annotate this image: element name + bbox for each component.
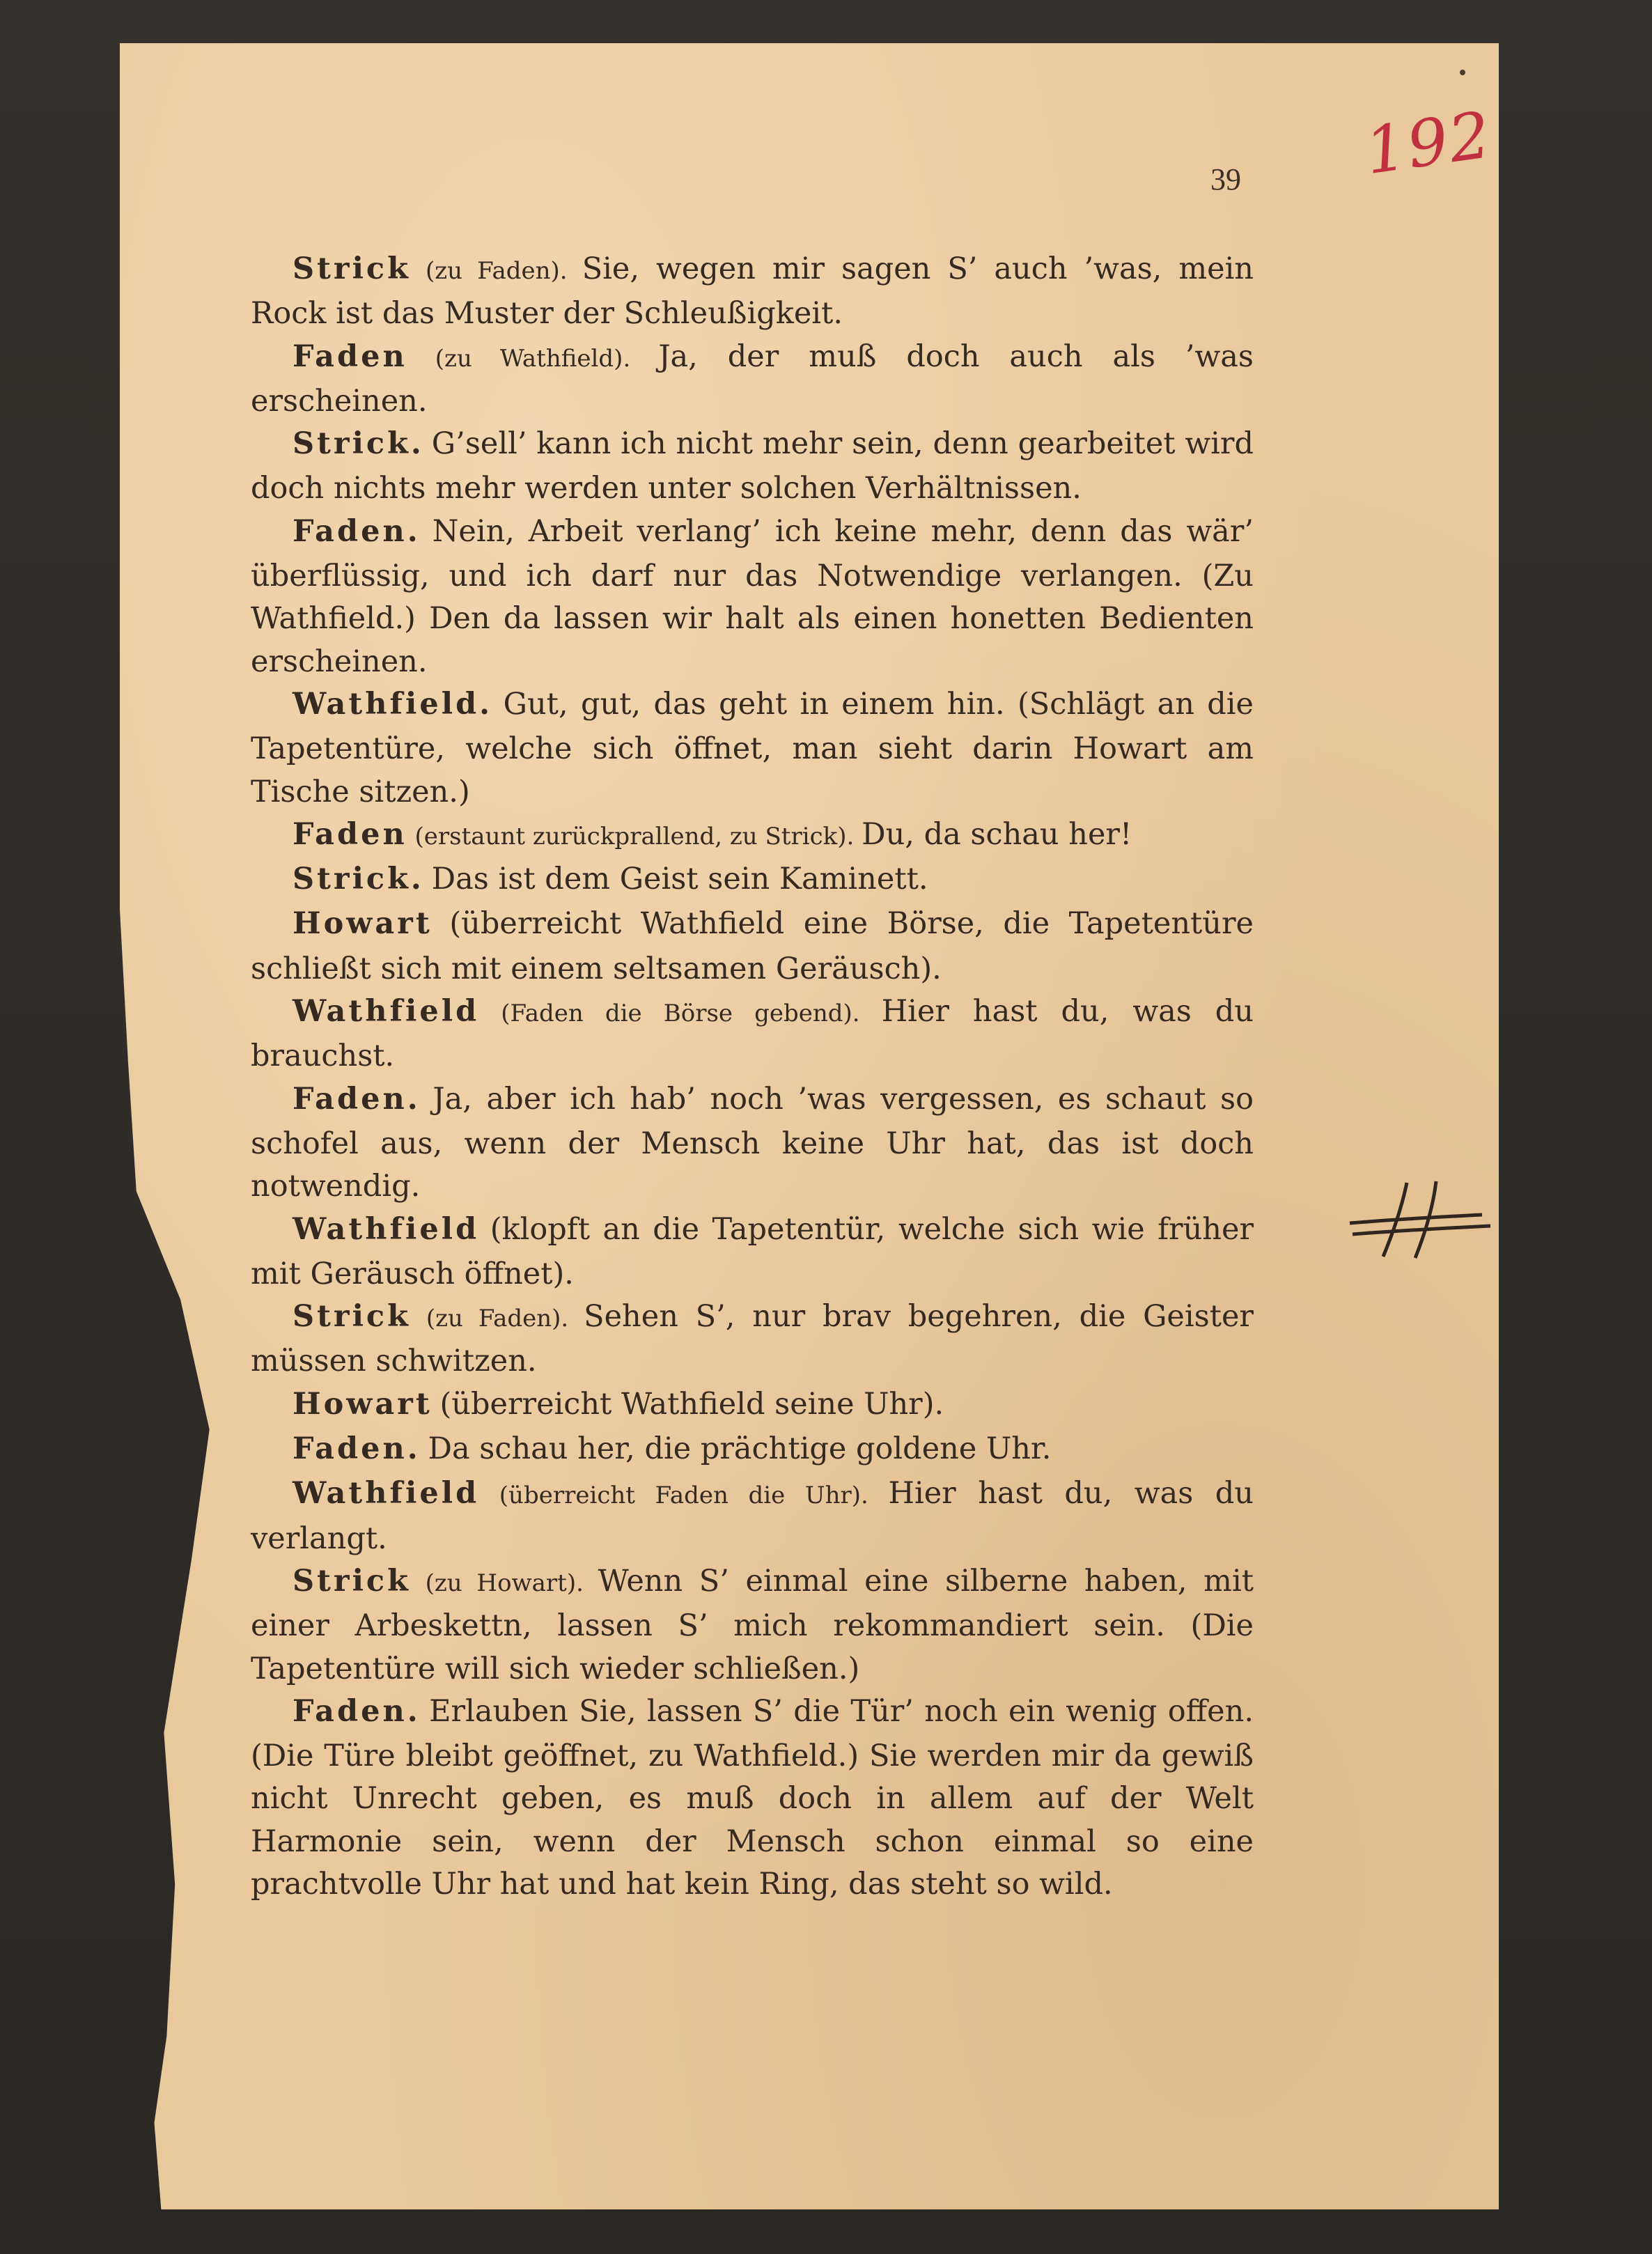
stage-direction [433, 1392, 440, 1420]
paragraph-text: Wenn S’ einmal eine silberne haben, mit einer Arbeskettn, lassen S’ mich rekommandiert sein. (Die Tapetentüre will sich wieder schließen.) [251, 1563, 1254, 1686]
speaker-name: Wathfield [293, 994, 480, 1029]
paragraph [251, 814, 1254, 858]
paragraph [251, 990, 1254, 1078]
paragraph-text: Sie, wegen mir sagen S’ auch ’was, mein Rock ist das Muster der Schleußigkeit. [251, 251, 1254, 332]
paragraph-text: Ja, aber ich hab’ noch ’was vergessen, es schaut so schofel aus, wenn der Mensch keine Uhr hat, das ist doch notwendig. [251, 1081, 1254, 1204]
dialogue-text [251, 248, 1254, 1906]
paragraph-text: Ja, der muß doch auch als ’was erscheinen. [251, 339, 1254, 419]
speaker-name: Faden. [293, 513, 421, 549]
speaker-name: Strick [293, 1299, 411, 1335]
stage-direction: (zu Howart). [410, 1569, 598, 1597]
paragraph-text: Hier hast du, was du verlangt. [251, 1476, 1254, 1556]
stage-direction: (zu Faden). [410, 1305, 584, 1333]
ink-dot [1460, 70, 1465, 75]
speaker-name: Wathfield [293, 1211, 480, 1247]
paragraph [251, 1078, 1254, 1208]
paragraph-text: (überreicht Wathfield seine Uhr). [439, 1386, 944, 1422]
paragraph-text: Das ist dem Geist sein Kaminett. [431, 862, 928, 897]
paragraph-text: Erlauben Sie, lassen S’ die Tür’ noch ein wenig offen. (Die Türe bleibt geöffnet, zu Wathfield.) Sie werden mir da gewiß nicht Unrecht geben, es muß doch in allem auf der Welt Harmonie sein, wenn der Mensch schon einmal so eine prachtvolle Uhr hat und hat kein Ring, das steht so wild. [251, 1693, 1254, 1902]
paragraph [251, 423, 1254, 511]
paragraph [251, 1690, 1254, 1906]
stage-direction: (überreicht Faden die Uhr). [479, 1482, 889, 1510]
speaker-name: Wathfield [293, 1476, 480, 1511]
speaker-name: Howart [293, 1386, 433, 1422]
speaker-name: Howart [293, 906, 433, 942]
paragraph [251, 511, 1254, 683]
paragraph-text: Sehen S’, nur brav begehren, die Geister müssen schwitzen. [251, 1299, 1254, 1379]
speaker-name: Strick [293, 251, 411, 286]
archive-number-handwritten: 192 [1360, 97, 1497, 189]
paragraph-text: (klopft an die Tapetentür, welche sich wie früher mit Geräusch öffnet). [251, 1211, 1254, 1291]
paragraph [251, 1208, 1254, 1296]
stage-direction [421, 520, 433, 547]
pen-hash-mark [1343, 1174, 1496, 1265]
stage-direction [433, 912, 450, 940]
speaker-name: Wathfield. [293, 686, 493, 722]
paragraph [251, 1560, 1254, 1690]
speaker-name: Strick. [293, 862, 424, 897]
paragraph-text: Hier hast du, was du brauchst. [251, 994, 1254, 1074]
stage-direction [421, 1700, 429, 1727]
speaker-name: Faden [293, 816, 407, 852]
stage-direction [492, 692, 504, 720]
paragraph [251, 903, 1254, 990]
speaker-name: Strick. [293, 426, 424, 462]
paragraph-text: G’sell’ kann ich nicht mehr sein, denn gearbeitet wird doch nichts mehr werden unter solchen Verhältnissen. [251, 426, 1254, 506]
stage-direction [479, 1218, 490, 1245]
paragraph-text: (überreicht Wathfield eine Börse, die Tapetentüre schließt sich mit einem seltsamen Geräusch). [251, 906, 1254, 986]
speaker-name: Faden. [293, 1693, 421, 1729]
paragraph [251, 248, 1254, 336]
paragraph [251, 336, 1254, 423]
stage-direction [424, 867, 432, 895]
speaker-name: Faden [293, 339, 407, 374]
stage-direction: (erstaunt zurückprallend, zu Strick). [407, 822, 862, 850]
paragraph [251, 1383, 1254, 1428]
speaker-name: Strick [293, 1563, 411, 1599]
stage-direction: (Faden die Börse gebend). [479, 1000, 882, 1028]
speaker-name: Faden. [293, 1081, 421, 1117]
paragraph [251, 1428, 1254, 1472]
speaker-name: Faden. [293, 1431, 421, 1467]
paragraph-text: Gut, gut, das geht in einem hin. (Schlägt an die Tapetentüre, welche sich öffnet, man sieht darin Howart am Tische sitzen.) [251, 686, 1254, 809]
page-number: 39 [1210, 162, 1241, 196]
stage-direction: (zu Faden). [410, 257, 582, 285]
paragraph [251, 1472, 1254, 1560]
paragraph [251, 683, 1254, 814]
paragraph [251, 858, 1254, 903]
stage-direction [421, 1437, 428, 1465]
stage-direction [424, 432, 432, 460]
paragraph-text: Du, da schau her! [862, 816, 1132, 852]
paragraph-text: Da schau her, die prächtige goldene Uhr. [428, 1431, 1052, 1467]
stage-direction [421, 1087, 433, 1115]
paragraph [251, 1296, 1254, 1383]
paragraph-text: Nein, Arbeit verlang’ ich keine mehr, denn das wär’ überflüssig, und ich darf nur das Notwendige verlangen. (Zu Wathfield.) Den da lassen wir halt als einen honetten Bedienten erscheinen. [251, 513, 1254, 679]
stage-direction: (zu Wathfield). [407, 344, 659, 373]
